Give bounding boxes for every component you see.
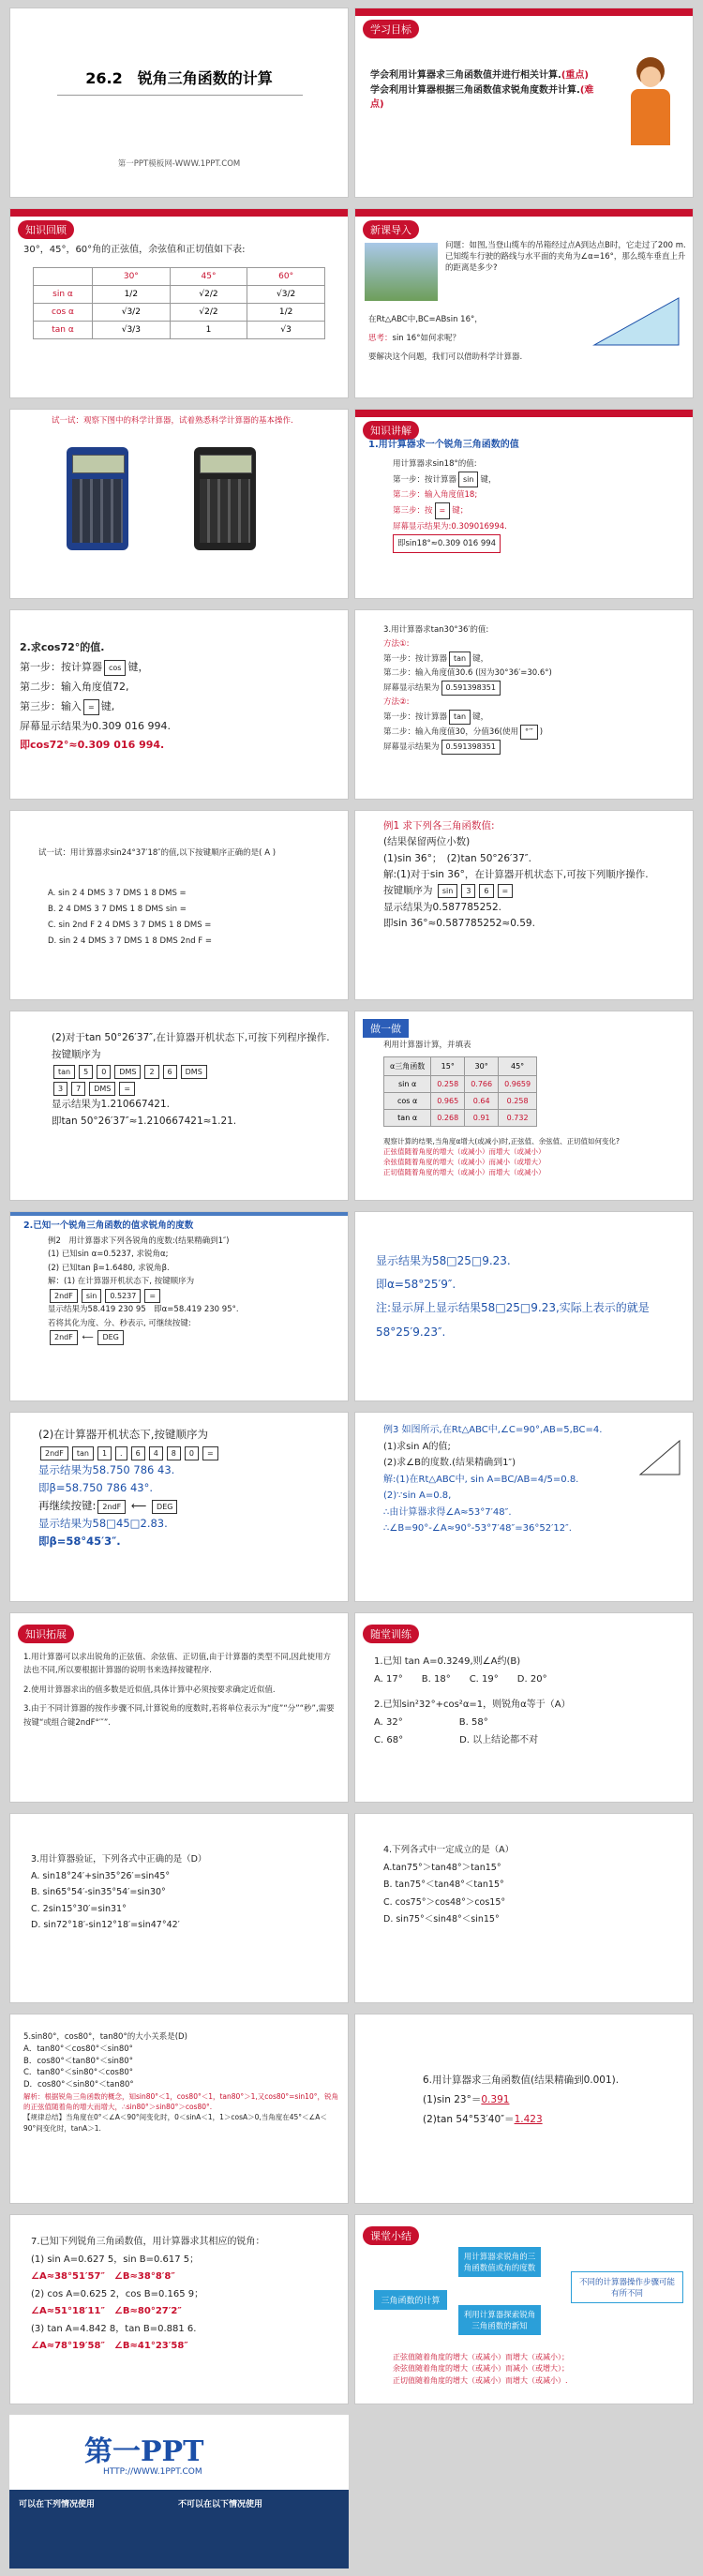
table-cell: 0.91 xyxy=(465,1110,499,1127)
solution-line-3: 即tan 50°26′37″≈1.210667421≈1.21. xyxy=(52,1116,237,1128)
calc-key: DMS xyxy=(89,1082,115,1097)
goal-2-note: (难点) xyxy=(370,84,594,110)
rule-3: 正切值随着角度的增大（或减小）而增大（或减小） xyxy=(383,1167,546,1176)
section-heading: 1.用计算器求一个锐角三角函数的值 xyxy=(368,440,519,450)
m2-step-2: 第二步：输入角度值30，分值36(使用 xyxy=(383,726,518,737)
item-1: (1)sin 23°＝ xyxy=(423,2094,482,2105)
question: 3.用计算器验证，下列各式中正确的是（D） xyxy=(31,1854,207,1865)
rule-2: 余弦值随着角度的增大（或减小）而减小（或增大）； xyxy=(393,2364,569,2374)
solution-line-2: 显示结果为1.210667421. xyxy=(52,1099,170,1111)
option-d[interactable]: D．cos80°＜sin80°＜tan80° xyxy=(23,2080,134,2089)
answer-line-2: 要解决这个问题，我们可以借助科学计算器. xyxy=(368,352,523,362)
slide-practice-3[interactable] xyxy=(9,1813,349,2003)
option-b[interactable]: B．cos80°＜tan80°＜sin80° xyxy=(23,2056,133,2066)
slide-tan30[interactable] xyxy=(354,609,694,800)
option[interactable]: C. 19° xyxy=(469,1674,499,1685)
rule-1: 正弦值随着角度的增大（或减小）而增大（或减小）； xyxy=(393,2353,569,2361)
step-1-end: 键， xyxy=(127,660,149,673)
problem-text: 问题：如图,当登山缆车的吊箱经过点A到达点B时，它走过了200 m.已知缆车行驶的路线与水平面的夹角为∠α=16°，那么缆车垂直上升的距离是多少? xyxy=(445,241,686,273)
footer-logo: 第一PPT xyxy=(84,2435,204,2468)
table-cell: 0.9659 xyxy=(499,1076,537,1093)
table-header: 30° xyxy=(465,1057,499,1076)
footer-col-1: 可以在下列情况使用 xyxy=(19,2500,96,2509)
calc-key: 1 xyxy=(97,1446,112,1460)
cover-subtitle: 第一PPT模板网-WWW.1PPT.COM xyxy=(117,159,241,169)
center-box: 三角函数的计算 xyxy=(374,2290,447,2310)
step-3: 第三步：输入 xyxy=(20,699,82,712)
step-result: 屏幕显示结果为0.309 016 994. xyxy=(20,719,171,732)
goal-2: 学会利用计算器根据三角函数值求锐角度数并计算. xyxy=(370,84,580,96)
solution-line-2: (2)∵sin A=0.8, xyxy=(383,1490,452,1501)
option-a[interactable]: A. sin 2 4 DMS 3 7 DMS 1 8 DMS = xyxy=(48,889,187,898)
footer-slide[interactable] xyxy=(9,2415,349,2569)
calculator-image-1 xyxy=(67,447,128,550)
solution-line-1: (2)对于tan 50°26′37″,在计算器开机状态下,可按下列程序操作. xyxy=(52,1032,330,1043)
option[interactable]: B. 58° xyxy=(458,1717,488,1728)
result-line-4: 即β=58°45′3″. xyxy=(38,1534,121,1548)
option[interactable]: D. 20° xyxy=(516,1674,547,1685)
calc-key: = xyxy=(498,884,514,898)
do-it-table xyxy=(383,1056,537,1127)
section-heading: 2.已知一个锐角三角函数的值求锐角的度数 xyxy=(23,1221,194,1231)
step-1: 第一步：按计算器 xyxy=(393,475,457,486)
task-text: 利用计算器计算，并填表 xyxy=(383,1041,471,1050)
slide-review[interactable] xyxy=(9,208,349,398)
key-order-label: 按键顺序为 xyxy=(52,1048,101,1060)
part-2: (2) cos A=0.625 2，cos B=0.165 9； xyxy=(31,2288,204,2299)
slide-header-bar xyxy=(10,209,348,217)
slide-practice-7[interactable] xyxy=(9,2214,349,2404)
slide-summary[interactable] xyxy=(354,2214,694,2404)
deg-key: DEG xyxy=(97,1330,123,1345)
part-1: (1) sin A=0.627 5，sin B=0.617 5； xyxy=(31,2254,200,2265)
m2-result-label: 屏幕显示结果为 xyxy=(383,741,440,752)
slope-diagram xyxy=(590,293,683,350)
heading: 3.用计算器求tan30°36′的值: xyxy=(383,625,489,635)
method-1: 方法①: xyxy=(383,638,410,649)
step-1-end: 键， xyxy=(480,475,497,486)
calc-key: = xyxy=(202,1446,218,1460)
calc-key: 0 xyxy=(185,1446,199,1460)
calc-key: 3 xyxy=(461,884,475,898)
q2: (2)求∠B的度数.(结果精确到1″) xyxy=(383,1458,516,1468)
calc-key: 4 xyxy=(149,1446,163,1460)
table-cell: √2/2 xyxy=(170,286,247,304)
table-header: 60° xyxy=(247,268,325,286)
result-line-2: 即α=58°25′9″. xyxy=(376,1278,456,1292)
answer-2: ∠A≈51°18′11″ ∠B≈80°27′2″ xyxy=(31,2306,182,2316)
result-line-2: 即β=58.750 786 43°. xyxy=(38,1480,154,1494)
equals-key: = xyxy=(435,502,451,518)
slide-header-bar xyxy=(355,209,693,217)
solution-line-1: 解:(1)对于sin 36°，在计算器开机状态下,可按下列顺序操作. xyxy=(383,868,649,880)
m1-result-label: 屏幕显示结果为 xyxy=(383,682,440,693)
question: 6.用计算器求三角函数值(结果精确到0.001). xyxy=(423,2074,620,2086)
method-2: 方法②: xyxy=(383,696,410,707)
calc-key: 2 xyxy=(144,1065,158,1080)
step-3-end: 键； xyxy=(452,506,469,517)
q1: (1) 已知sin α=0.5237, 求锐角α; xyxy=(48,1250,169,1260)
note-box: 不同的计算器操作步骤可能有所不同 xyxy=(571,2271,683,2303)
slide-tag: 知识回顾 xyxy=(18,220,74,239)
slide-header-bar xyxy=(355,410,693,417)
slide-tag: 做一做 xyxy=(363,1019,409,1038)
key-order-label: 按键顺序为 xyxy=(383,885,433,897)
second-f-key: 2ndF xyxy=(97,1500,126,1514)
question: 7.已知下列锐角三角函数值，用计算器求其相应的锐角： xyxy=(31,2237,265,2247)
table-header: 15° xyxy=(431,1057,465,1076)
option-d[interactable]: D. sin72°18′-sin12°18′=sin47°42′ xyxy=(31,1920,180,1931)
option[interactable]: A. 17° xyxy=(374,1674,403,1685)
footer-url[interactable]: HTTP://WWW.1PPT.COM xyxy=(103,2467,202,2477)
m1-result: 0.591398351 xyxy=(441,681,501,696)
step-3: 第三步：按 xyxy=(393,506,433,517)
table-header: 45° xyxy=(499,1057,537,1076)
slide-tag: 知识拓展 xyxy=(18,1625,74,1643)
solution-line-1: 解：(1) 在计算器开机状态下, 按键顺序为 xyxy=(48,1277,195,1287)
option-a[interactable]: A.tan75°＞tan48°＞tan15° xyxy=(383,1862,501,1873)
deg-key: DEG xyxy=(152,1500,177,1514)
trig-table xyxy=(33,267,325,339)
table-cell: 1 xyxy=(170,322,247,339)
think-text: sin 16°如何求呢？ xyxy=(392,334,460,343)
calc-key: . xyxy=(115,1446,127,1460)
calc-key: sin xyxy=(82,1289,101,1304)
solution-line-3: 即sin 36°≈0.587785252≈0.59. xyxy=(383,917,535,929)
calc-key: 6 xyxy=(163,1065,177,1080)
result-line-1: 显示结果为58.750 786 43. xyxy=(38,1462,175,1476)
part-3: (3) tan A=4.842 8，tan B=0.881 6. xyxy=(31,2323,197,2334)
example-note: (结果保留两位小数) xyxy=(383,836,471,848)
dms-key: °′″ xyxy=(520,725,538,740)
slide-practice-6[interactable] xyxy=(354,2014,694,2204)
step-1: 第一步：按计算器 xyxy=(20,660,102,673)
try-text: 试一试：用计算器求sin24°37′18″的值,以下按键顺序正确的是( A ) xyxy=(38,848,277,858)
option-c[interactable]: C. sin 2nd F 2 4 DMS 3 7 DMS 1 8 DMS = xyxy=(48,921,212,930)
table-row-label: sin α xyxy=(34,286,93,304)
step-2: 第二步：输入角度值18; xyxy=(393,490,478,501)
calc-key: 2ndF xyxy=(40,1446,68,1460)
q1: (1)求sin A的值; xyxy=(383,1441,451,1452)
table-row-label: tan α xyxy=(34,322,93,339)
slide-example-3[interactable] xyxy=(354,1412,694,1602)
table-header: 30° xyxy=(93,268,171,286)
rule-1: 正弦值随着角度的增大（或减小）而增大（或减小） xyxy=(383,1146,546,1156)
calc-key: = xyxy=(119,1082,135,1097)
option-b[interactable]: B. tan75°＜tan48°＜tan15° xyxy=(383,1880,504,1891)
table-cell: √3/3 xyxy=(93,322,171,339)
slide-calculators[interactable] xyxy=(9,409,349,599)
option[interactable]: C. 68° xyxy=(374,1735,404,1745)
table-row-label: sin α xyxy=(384,1076,431,1093)
calc-key: 2ndF xyxy=(50,1289,78,1304)
equals-key: = xyxy=(83,699,99,715)
step-intro: 用计算器求sin18°的值: xyxy=(393,459,477,469)
tan-key: tan xyxy=(449,710,471,725)
m2-result: 0.591398351 xyxy=(441,740,501,755)
slide-tag: 知识讲解 xyxy=(363,421,419,440)
answer-1: 0.391 xyxy=(481,2094,510,2105)
slide-try-dms[interactable] xyxy=(9,810,349,1000)
calc-key: DMS xyxy=(114,1065,141,1080)
point-2: 2.使用计算器求出的值多数是近似值,具体计算中必须按要求确定近似值. xyxy=(23,1685,276,1695)
table-cell: 1/2 xyxy=(247,304,325,322)
calculator-image-2 xyxy=(194,447,256,550)
slide-header-bar xyxy=(10,1212,348,1216)
calc-key: 0 xyxy=(97,1065,111,1080)
branch-box-2: 利用计算器探索锐角三角函数的新知 xyxy=(458,2305,541,2335)
answer-2: 1.423 xyxy=(514,2114,543,2125)
table-cell: 0.732 xyxy=(499,1110,537,1127)
table-header: 45° xyxy=(170,268,247,286)
option-c[interactable]: C．tan80°＜sin80°＜cos80° xyxy=(23,2068,134,2078)
slide-example-1[interactable] xyxy=(354,810,694,1000)
m1-step-2: 第二步：输入角度值30.6 (因为30°36′=30.6°) xyxy=(383,667,552,678)
solution-line-1: (2)在计算器开机状态下,按键顺序为 xyxy=(38,1428,208,1441)
result-box: 即sin18°≈0.309 016 994 xyxy=(393,534,501,553)
answer-3: ∠A≈78°19′58″ ∠B≈41°23′58″ xyxy=(31,2341,188,2351)
table-cell: 0.64 xyxy=(465,1093,499,1110)
slide-extension[interactable] xyxy=(9,1612,349,1803)
slide-do-it[interactable] xyxy=(354,1011,694,1201)
solution-line-3: ∴由计算器求得∠A≈53°7′48″. xyxy=(383,1506,512,1518)
question-2: 2.已知sin²32°+cos²α=1，则锐角α等于（A） xyxy=(374,1700,571,1710)
slide-tag: 课堂小结 xyxy=(363,2226,419,2245)
calc-key: 0.5237 xyxy=(105,1289,141,1304)
solution-line-4: ∴∠B=90°-∠A≈90°-53°7′48″=36°52′12″. xyxy=(383,1523,572,1534)
option[interactable]: A. 32° xyxy=(374,1717,403,1728)
m2-step-2-end: ) xyxy=(539,726,544,737)
divider xyxy=(57,95,303,96)
slide-header-bar xyxy=(355,8,693,16)
result-line-3: 显示结果为58□45□2.83. xyxy=(38,1516,168,1530)
question-1: 1.已知 tan A=0.3249,则∠A约(B) xyxy=(374,1656,521,1667)
q2: (2) 已知tan β=1.6480, 求锐角β. xyxy=(48,1263,170,1273)
cos-key: cos xyxy=(104,660,126,676)
example-heading: 例2 用计算器求下列各锐角的度数:(结果精确到1″) xyxy=(48,1236,230,1246)
table-header: α三角函数 xyxy=(384,1057,431,1076)
question: 观察计算的结果,当角度α增大(或减小)时,正弦值、余弦值、正切值如何变化? xyxy=(383,1137,621,1146)
m1-step-1-end: 键， xyxy=(472,653,489,664)
example-heading: 例1 求下列各三角函数值: xyxy=(383,820,495,831)
calc-key: 7 xyxy=(71,1082,85,1097)
option-d[interactable]: D. sin75°＜sin48°＜sin15° xyxy=(383,1914,500,1925)
step-result: 屏幕显示结果为:0.309016994. xyxy=(393,521,507,532)
result-line-1: 显示结果为58□25□9.23. xyxy=(376,1254,511,1267)
table-cell: √2/2 xyxy=(170,304,247,322)
slide-intro[interactable] xyxy=(354,208,694,398)
sin-key: sin xyxy=(458,472,478,487)
option-c[interactable]: C. 2sin15°30′=sin31° xyxy=(31,1903,127,1914)
slide-tag: 随堂训练 xyxy=(363,1625,419,1643)
second-f-key: 2ndF xyxy=(50,1330,78,1345)
heading: 2.求cos72°的值. xyxy=(20,641,105,653)
table-cell: 0.258 xyxy=(431,1076,465,1093)
slide-practice-4[interactable] xyxy=(354,1813,694,2003)
solution-line-3: 若将其化为度、分、秒表示, 可继续按键: xyxy=(48,1318,191,1328)
cover-title: 26.2 锐角三角函数的计算 xyxy=(85,69,273,87)
review-intro: 30°，45°，60°角的正弦值，余弦值和正切值如下表: xyxy=(23,245,246,255)
slide-practice-1[interactable] xyxy=(354,1612,694,1803)
think-label: 思考： xyxy=(368,334,393,343)
table-row-label: tan α xyxy=(384,1110,431,1127)
teacher-illustration xyxy=(621,57,678,160)
m2-step-1: 第一步：按计算器 xyxy=(383,711,448,722)
calc-key: tan xyxy=(53,1065,75,1080)
option[interactable]: D. 以上结论都不对 xyxy=(459,1735,539,1745)
option-a[interactable]: A. sin18°24′+sin35°26′=sin45° xyxy=(31,1870,171,1881)
question: 4.下列各式中一定成立的是（A） xyxy=(383,1845,515,1855)
table-cell: 0.258 xyxy=(499,1093,537,1110)
item-2: (2)tan 54°53′40″＝ xyxy=(423,2114,515,2125)
slide-tag: 学习目标 xyxy=(363,20,419,38)
option-c[interactable]: C. cos75°＞cos48°＞cos15° xyxy=(383,1896,506,1908)
option-b[interactable]: B. 2 4 DMS 3 7 DMS 1 8 DMS sin = xyxy=(48,905,187,914)
calc-key: 3 xyxy=(53,1082,67,1097)
slide-practice-5[interactable] xyxy=(9,2014,349,2204)
calc-key: tan xyxy=(72,1446,94,1460)
cable-car-photo xyxy=(365,243,438,301)
solution-line-1: 解:(1)在Rt△ABC中, sin A=BC/AB=4/5=0.8. xyxy=(383,1474,579,1485)
solution-line-2: 显示结果为58.419 230 95 即α=58.419 230 95°. xyxy=(48,1305,239,1315)
slide-example-2b[interactable]: (2)在计算器开机状态下,按键顺序为 2ndF tan 1 . 6 4 8 0 = 显示结果为58.750 786 43. 即β=58.750 786 43°. 再继续按键: 2ndF ⟵ DEG 显示结果为58□45□2.83. 即β=58°45′3″. xyxy=(9,1412,349,1602)
calc-key: = xyxy=(144,1289,160,1304)
table-cell: √3/2 xyxy=(93,304,171,322)
try-text: 试一试：观察下图中的科学计算器，试着熟悉科学计算器的基本操作. xyxy=(52,416,293,426)
step-2: 第二步：输入角度值72, xyxy=(20,680,129,693)
calc-key: DMS xyxy=(181,1065,207,1080)
final-result: 即cos72°≈0.309 016 994. xyxy=(20,739,165,752)
m1-step-1: 第一步：按计算器 xyxy=(383,653,448,664)
slide-tag: 新课导入 xyxy=(363,220,419,239)
slide-cos72[interactable] xyxy=(9,609,349,800)
solution-line-2: 显示结果为0.587785252. xyxy=(383,901,501,913)
example-question: (1)sin 36°； (2)tan 50°26′37″. xyxy=(383,852,532,864)
option-b[interactable]: B. sin65°54′-sin35°54′=sin30° xyxy=(31,1887,166,1898)
tan-key: tan xyxy=(449,651,471,666)
slide-example-1b[interactable] xyxy=(9,1011,349,1201)
table-cell: √3/2 xyxy=(247,286,325,304)
explanation: 解析：根据锐角三角函数的概念，知sin80°＜1，cos80°＜1，tan80°＞1,又cos80°=sin10°，锐角的正弦值随着角的增大而增大，∴sin80°＞sin80°＞cos80°. xyxy=(23,2091,338,2111)
rule-3: 正切值随着角度的增大（或减小）而增大（或减小）. xyxy=(393,2375,568,2385)
triangle-diagram xyxy=(636,1437,683,1478)
table-cell: 0.268 xyxy=(431,1110,465,1127)
answer-line-1: 在Rt△ABC中,BC=ABsin 16°， xyxy=(368,315,483,324)
calc-key: sin xyxy=(438,884,457,898)
table-cell: 0.766 xyxy=(465,1076,499,1093)
slide-knowledge-1[interactable] xyxy=(354,409,694,599)
answer-1: ∠A≈38°51′57″ ∠B≈38°8′8″ xyxy=(31,2271,175,2282)
option[interactable]: B. 18° xyxy=(421,1674,451,1685)
table-row-label: cos α xyxy=(34,304,93,322)
slide-dms-result[interactable] xyxy=(354,1211,694,1401)
branch-box-1: 用计算器求锐角的三角函数值或角的度数 xyxy=(458,2247,541,2277)
slide-goals[interactable] xyxy=(354,7,694,198)
slide-find-angle[interactable]: 2.已知一个锐角三角函数的值求锐角的度数 例2 用计算器求下列各锐角的度数:(结果精确到1″) (1) 已知sin α=0.5237, 求锐角α; (2) 已知tan β=1.6480, 求锐角β. 解：(1) 在计算器开机状态下, 按键顺序为 2ndF sin 0.5237 = 显示结果为58.419 230 95 即α=58.419 230 95°. 若将其化为度、分、秒表示, 可继续按键: 2ndF ⟵ DEG xyxy=(9,1211,349,1401)
note: 注:显示屏上显示结果58□25□9.23,实际上表示的就是58°25′9.23″. xyxy=(376,1301,650,1339)
step-3-end: 键, xyxy=(100,699,115,712)
calc-key: 6 xyxy=(131,1446,145,1460)
rule-2: 余弦值随着角度的增大（或减小）而减小（或增大） xyxy=(383,1157,546,1166)
calc-key: 8 xyxy=(167,1446,181,1460)
example-heading: 例3 如图所示,在Rt△ABC中,∠C=90°,AB=5,BC=4. xyxy=(383,1425,603,1435)
slide-cover[interactable] xyxy=(9,7,349,198)
table-row-label: cos α xyxy=(384,1093,431,1110)
summary: 【规律总结】当角度在0°＜∠A＜90°间变化时，0＜sinA＜1，1＞cosA＞0,当角度在45°＜∠A＜90°间变化时，tanA＞1. xyxy=(23,2113,327,2133)
goal-1: 学会利用计算器求三角函数值并进行相关计算. xyxy=(370,70,561,81)
option-a[interactable]: A．tan80°＜cos80°＜sin80° xyxy=(23,2044,133,2054)
calc-key: 6 xyxy=(479,884,493,898)
footer-col-2: 不可以在以下情况使用 xyxy=(178,2500,263,2509)
point-3: 3.由于不同计算器的按作步骤不同,计算锐角的度数时,若将单位表示为“度”“分”“秒”,需要按键“或组合键2ndF°′″”. xyxy=(23,1704,335,1728)
table-cell: 0.965 xyxy=(431,1093,465,1110)
goal-1-note: (重点) xyxy=(561,70,589,81)
m2-step-1-end: 键， xyxy=(472,711,489,722)
point-1: 1.用计算器可以求出锐角的正弦值、余弦值、正切值,由于计算器的类型不同,因此使用方法也不同,所以要根据计算器的说明书来选择按键程序. xyxy=(23,1653,332,1676)
calc-key: 5 xyxy=(79,1065,93,1080)
question: 5.sin80°，cos80°，tan80°的大小关系是(D) xyxy=(23,2032,187,2042)
table-cell: 1/2 xyxy=(93,286,171,304)
table-cell: √3 xyxy=(247,322,325,339)
option-d[interactable]: D. sin 2 4 DMS 3 7 DMS 1 8 DMS 2nd F = xyxy=(48,936,213,946)
continue-label: 再继续按键: xyxy=(38,1498,97,1512)
